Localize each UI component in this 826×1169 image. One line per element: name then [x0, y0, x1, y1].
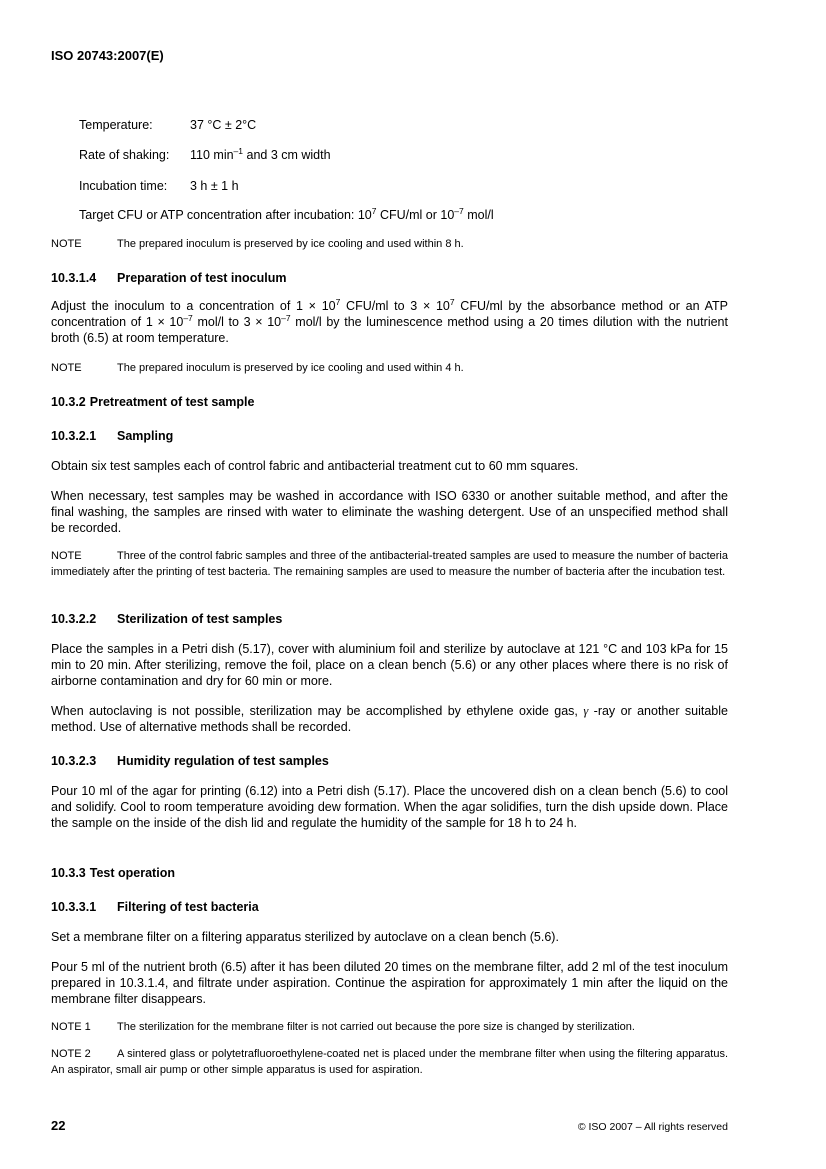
paragraph-sampling: Obtain six test samples each of control fabric and antibacterial treatment cut to 60 mm squares.	[51, 459, 579, 473]
paragraph-filtration: Pour 5 ml of the nutrient broth (6.5) after it has been diluted 20 times on the membrane filter, add 2 ml of the test inoculum prepared in 10.3.1.4, and filtrate under aspiration. Continue the aspiration for approximately 1 min after the liquid on the membrane filter disappears.	[51, 960, 728, 1006]
note-ice-8h	[51, 237, 728, 253]
document-id: ISO 20743:2007(E)	[51, 48, 164, 63]
note-ice-4h	[51, 361, 728, 377]
note-text: The sterilization for the membrane filter is not carried out because the pore size is changed by sterilization.	[117, 1021, 635, 1033]
paragraph-washing: When necessary, test samples may be washed in accordance with ISO 6330 or another suitable method, and after the final washing, the samples are rinsed with water to eliminate the washing detergent. Use of an unspecified method shall be recorded.	[51, 489, 728, 535]
paragraph-humidity: Pour 10 ml of the agar for printing (6.12) into a Petri dish (5.17). Place the uncovered dish on a clean bench (5.6) to cool and solidify. Cool to room temperature avoiding dew formation. When the agar solidifies, turn the dish upside down. Place the sample on the inside of the dish lid and regulate the humidity of the sample for 18 h to 24 h.	[51, 784, 728, 830]
target-concentration: Target CFU or ATP concentration after incubation: $10^7$ CFU/ml or $10^{-7}$ mol/l	[79, 206, 494, 222]
section-heading-10-3-2-3: 10.3.2.3 Humidity regulation of test samples	[51, 754, 329, 768]
param-value: 37 °C ± 2°C	[190, 118, 257, 132]
copyright-notice: © ISO 2007 – All rights reserved	[577, 1121, 728, 1133]
gamma-symbol: γ	[583, 704, 589, 718]
section-heading-10-3-2-2: 10.3.2.2 Sterilization of test samples	[51, 612, 283, 626]
paragraph-membrane-setup: Set a membrane filter on a filtering apparatus sterilized by autoclave on a clean bench (5.6).	[51, 930, 559, 944]
param-value: 110 $\min^{-1}$ and 3 cm width	[190, 146, 331, 162]
note-text: The prepared inoculum is preserved by ice cooling and used within 8 h.	[117, 238, 464, 250]
section-heading-10-3-1-4: 10.3.1.4 Preparation of test inoculum	[51, 271, 287, 285]
param-value: 3 h ± 1 h	[190, 179, 239, 193]
param-incubation	[79, 179, 239, 193]
param-shaking	[79, 148, 331, 162]
note-tag: NOTE	[51, 550, 82, 562]
paragraph-sterilize: Place the samples in a Petri dish (5.17), cover with aluminium foil and sterilize by autoclave at 121 °C and 103 kPa for 15 min to 20 min. After sterilizing, remove the foil, place on a clean bench (5.6) or any other places where there is no risk of airborne contamination and dry for 60 min or more.	[51, 642, 728, 688]
param-label: Temperature:	[79, 118, 153, 132]
param-label: Incubation time:	[79, 179, 168, 193]
page-number: 22	[51, 1118, 66, 1133]
note-tag: NOTE	[51, 238, 82, 250]
note-tag: NOTE 1	[51, 1021, 91, 1033]
note-text: The prepared inoculum is preserved by ice cooling and used within 4 h.	[117, 362, 464, 374]
note-2-sintered-glass	[51, 1047, 728, 1078]
paragraph-alternative-sterilization: When autoclaving is not possible, sterilization may be accomplished by ethylene oxide gas, γ -ray or another suitable method. Use of alternative methods shall be recorded.	[51, 704, 728, 734]
section-heading-10-3-3-1: 10.3.3.1 Filtering of test bacteria	[51, 900, 259, 914]
note-text: A sintered glass or polytetrafluoroethylene-coated net is placed under the membrane filter when using the filtering apparatus. An aspirator, small air pump or other simple apparatus is used for aspiration.	[51, 1048, 728, 1076]
note-tag: NOTE 2	[51, 1048, 91, 1060]
note-text: Three of the control fabric samples and three of the antibacterial-treated samples are used to measure the number of bacteria immediately after the printing of test bacteria. The remaining samples are used to measure the number of bacteria after the incubation test.	[51, 550, 728, 578]
param-label: Rate of shaking:	[79, 148, 170, 162]
note-control-samples	[51, 549, 728, 580]
note-1-membrane	[51, 1020, 728, 1036]
section-heading-10-3-2: 10.3.2 Pretreatment of test sample	[51, 395, 255, 409]
note-tag: NOTE	[51, 362, 82, 374]
section-heading-10-3-2-1: 10.3.2.1 Sampling	[51, 429, 174, 443]
param-temperature	[79, 118, 256, 132]
section-heading-10-3-3: 10.3.3 Test operation	[51, 866, 175, 880]
paragraph-inoculum-adjust: Adjust the inoculum to a concentration of $1 \times 10^7$ CFU/ml to $3 \times 10^7$ CFU/ml by the absorbance method or an ATP concentration of $1 \times 10^{-7}$ mol/l to $3 \times 10^{-7}$ mol/l by the luminescence method using a 20 times dilution with the nutrient broth (6.5) at room temperature.	[51, 297, 728, 345]
